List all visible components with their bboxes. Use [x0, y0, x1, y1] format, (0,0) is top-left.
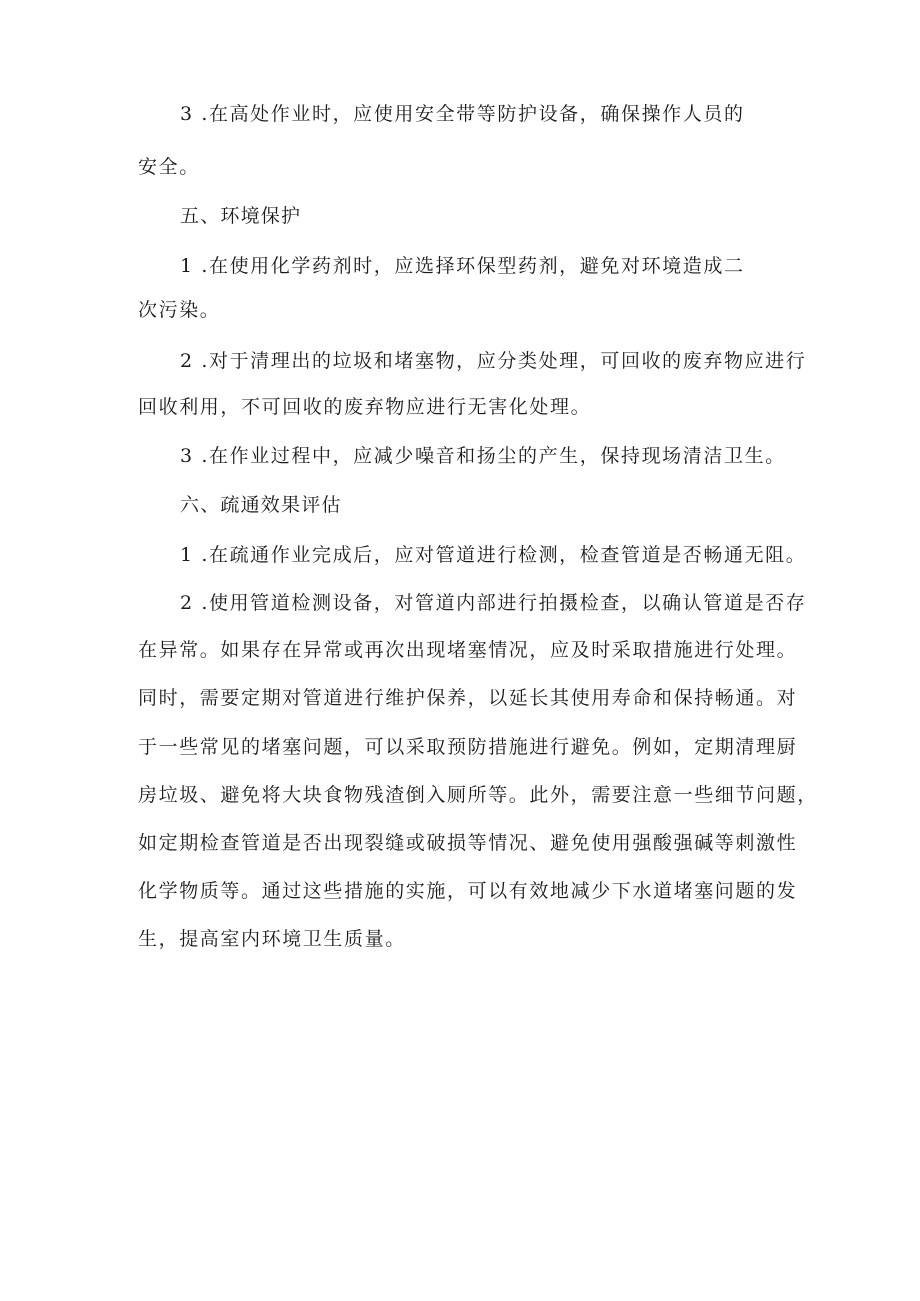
section-heading-evaluation: 六、疏通效果评估	[180, 494, 342, 516]
paragraph-line: 生，提高室内环境卫生质量。	[138, 928, 406, 950]
paragraph-line: 同时，需要定期对管道进行维护保养，以延长其使用寿命和保持畅通。对	[138, 687, 798, 709]
paragraph-line: 2 .使用管道检测设备，对管道内部进行拍摄检查，以确认管道是否存	[180, 592, 807, 614]
paragraph-line: 于一些常见的堵塞问题，可以采取预防措施进行避免。例如，定期清理厨	[138, 736, 798, 758]
paragraph-line: 次污染。	[138, 299, 221, 321]
paragraph-line: 1 .在使用化学药剂时，应选择环保型药剂，避免对环境造成二	[180, 255, 745, 277]
paragraph-line: 回收利用，不可回收的废弃物应进行无害化处理。	[138, 396, 592, 418]
paragraph-line: 3 .在高处作业时，应使用安全带等防护设备，确保操作人员的	[180, 103, 745, 125]
paragraph-line: 安全。	[138, 156, 200, 178]
paragraph-line: 3 .在作业过程中，应减少噪音和扬尘的产生，保持现场清洁卫生。	[180, 445, 786, 467]
section-heading-environment: 五、环境保护	[180, 205, 302, 227]
paragraph-line: 如定期检查管道是否出现裂缝或破损等情况、避免使用强酸强碱等刺激性	[138, 832, 798, 854]
paragraph-line: 2 .对于清理出的垃圾和堵塞物，应分类处理，可回收的废弃物应进行	[180, 350, 807, 372]
paragraph-line: 化学物质等。通过这些措施的实施，可以有效地减少下水道堵塞问题的发	[138, 880, 798, 902]
paragraph-line: 1 .在疏通作业完成后，应对管道进行检测，检查管道是否畅通无阻。	[180, 544, 807, 566]
paragraph-line: 在异常。如果存在异常或再次出现堵塞情况，应及时采取措施进行处理。	[138, 639, 798, 661]
paragraph-line: 房垃圾、避免将大块食物残渣倒入厕所等。此外，需要注意一些细节问题，	[138, 784, 818, 806]
